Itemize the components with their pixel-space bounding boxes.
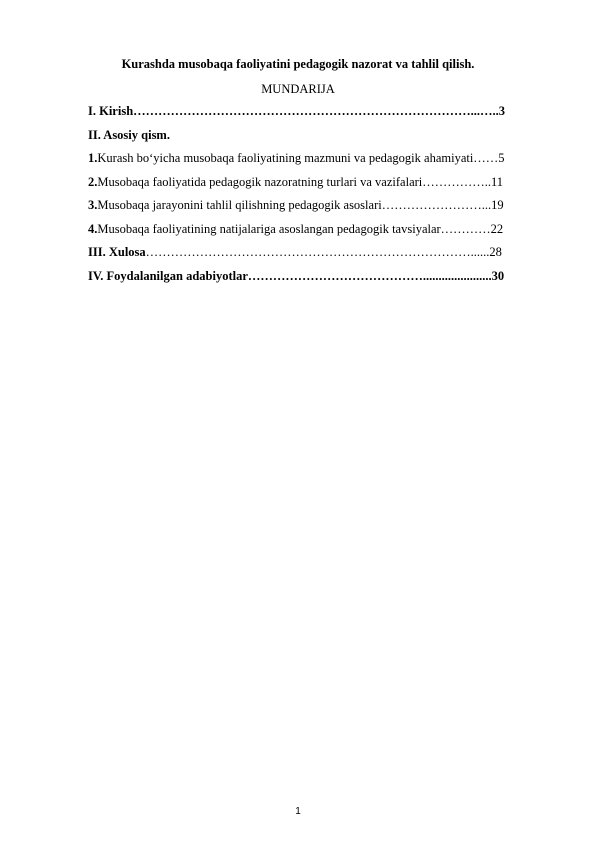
toc-entry-section-1 (88, 147, 568, 171)
toc-entry-text: II. Asosiy qism. (88, 127, 170, 142)
toc-entry-introduction (88, 100, 568, 124)
toc-entry-text: ……………………………………………………………………......28 (145, 245, 502, 259)
toc-entry-number: 1. (88, 151, 98, 165)
toc-entry-number: 4. (88, 221, 98, 236)
toc-entry-main-part (88, 124, 568, 148)
page-number: 1 (295, 806, 301, 817)
toc-entry-label: III. Xulosa (88, 245, 146, 259)
toc-entry-text: Musobaqa faoliyatida pedagogik nazoratning turlari va vazifalari……………..11 (97, 174, 504, 189)
toc-entry-text: I. Kirish………………………………………………………………………...…..3 (88, 104, 506, 118)
toc-entry-section-4 (88, 218, 568, 242)
toc-entry-section-3 (88, 194, 568, 218)
toc-entry-number: 2. (88, 174, 98, 189)
contents-heading: MUNDARIJA (261, 82, 335, 96)
document-title: Kurashda musobaqa faoliyatini pedagogik nazorat va tahlil qilish. (121, 57, 475, 71)
toc-entry-references (88, 265, 568, 289)
toc-entry-text: Musobaqa faoliyatining natijalariga asoslangan pedagogik tavsiyalar…………22 (97, 221, 504, 236)
toc-entry-text: Kurash bo‘yicha musobaqa faoliyatining mazmuni va pedagogik ahamiyati……5 (97, 151, 505, 165)
toc-entry-text: IV. Foydalanilgan adabiyotlar……………………………………......................30 (88, 268, 505, 283)
toc-entry-conclusion (88, 241, 568, 265)
toc-entry-text: Musobaqa jarayonini tahlil qilishning pedagogik asoslari……………………...19 (97, 198, 504, 212)
toc-entry-number: 3. (88, 198, 98, 212)
table-of-contents (88, 100, 568, 288)
toc-entry-section-2 (88, 171, 568, 195)
